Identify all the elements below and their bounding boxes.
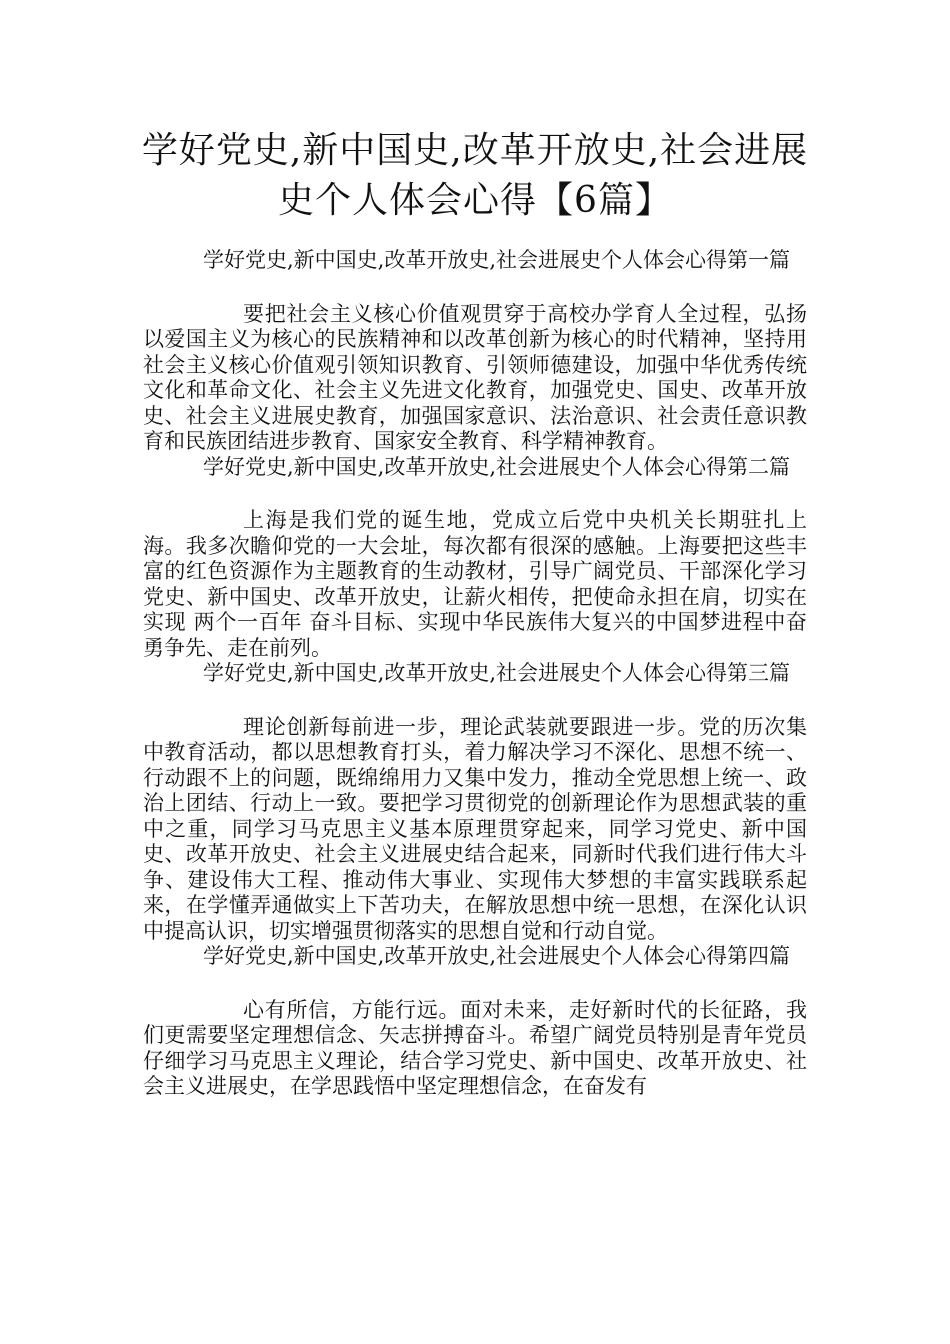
- section-heading: 学好党史,新中国史,改革开放史,社会进展史个人体会心得第四篇: [203, 944, 791, 968]
- section-heading: 学好党史,新中国史,改革开放史,社会进展史个人体会心得第三篇: [203, 661, 791, 685]
- section-body: 理论创新每前进一步，理论武装就要跟进一步。党的历次集中教育活动，都以思想教育打头，着力解决学习不深化、思想不统一、行动跟不上的问题，既绵绵用力又集中发力，推动全党思想上统一、政治上团结、行动上一致。要把学习贯彻党的创新理论作为思想武装的重中之重，同学习马克思主义基本原理贯穿起来，同学习党史、新中国史、改革开放史、社会主义进展史结合起来，同新时代我们进行伟大斗争、建设伟大工程、推动伟大事业、实现伟大梦想的丰富实践联系起来，在学懂弄通做实上下苦功夫，在解放思想中统一思想，在深化认识中提高认识，切实增强贯彻落实的思想自觉和行动自觉。: [143, 714, 807, 943]
- document-content: [143, 248, 807, 1100]
- section-body: 上海是我们党的诞生地，党成立后党中央机关长期驻扎上海。我多次瞻仰党的一大会址，每次都有很深的感触。上海要把这些丰富的红色资源作为主题教育的生动教材，引导广阔党员、干部深化学习党史、新中国史、改革开放史，让薪火相传，把使命永担在肩，切实在实现 两个一百年 奋斗目标、实现中华民族伟大复兴的中国梦进程中奋勇争先、走在前列。: [143, 508, 807, 660]
- section-heading: 学好党史,新中国史,改革开放史,社会进展史个人体会心得第一篇: [203, 248, 791, 272]
- section-heading: 学好党史,新中国史,改革开放史,社会进展史个人体会心得第二篇: [203, 454, 791, 479]
- section-body: 要把社会主义核心价值观贯穿于高校办学育人全过程，弘扬以爱国主义为核心的民族精神和以改革创新为核心的时代精神，坚持用社会主义核心价值观引领知识教育、引领师德建设，加强中华优秀传统文化和革命文化、社会主义先进文化教育，加强党史、国史、改革开放史、社会主义进展史教育，加强国家意识、法治意识、社会责任意识教育和民族团结进步教育、国家安全教育、科学精神教育。: [143, 301, 807, 453]
- section-body: 心有所信，方能行远。面对未来，走好新时代的长征路，我们更需要坚定理想信念、矢志拼搏奋斗。希望广阔党员特别是青年党员仔细学习马克思主义理论，结合学习党史、新中国史、改革开放史、社会主义进展史，在学思践悟中坚定理想信念，在奋发有: [143, 997, 807, 1098]
- document-title: 学好党史,新中国史,改革开放史,社会进展史个人体会心得【6篇】: [141, 130, 809, 221]
